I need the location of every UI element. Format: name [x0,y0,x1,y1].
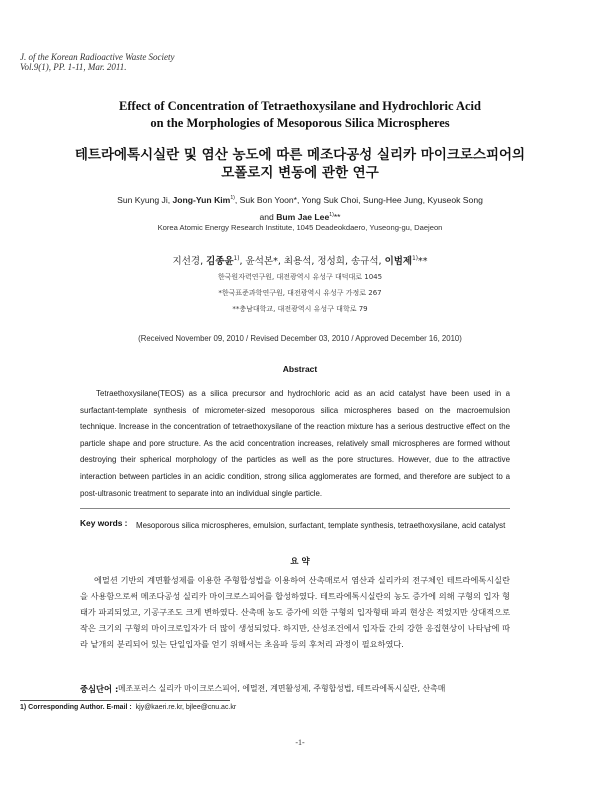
author-names-ko: , 윤석본*, 최용석, 정성희, 송규석, [239,256,385,267]
footnote-label: 1) Corresponding Author. E-mail : [20,704,132,711]
footnote-rule [20,700,230,701]
author-conjunction: and [259,212,277,222]
page-number: -1- [295,738,305,747]
author-footnote-mark: 1) [230,195,235,202]
title-english [40,98,560,132]
affiliation-korean-1: 한국원자력연구원, 대전광역시 유성구 대덕대로 1045 [217,273,383,281]
footnote-emails: kjy@kaeri.re.kr, bjlee@cnu.ac.kr [135,704,237,711]
author-corresponding-ko: 김종윤 [206,256,234,267]
author-names: , Suk Bon Yoon*, Yong Suk Choi, Sung-Hee Jung, Kyuseok Song [234,195,483,205]
author-corresponding: Jong-Yun Kim [172,195,231,205]
title-korean-line1: 테트라에톡시실란 및 염산 농도에 따른 메조다공성 실리카 마이크로스피어의 [74,147,526,163]
authors-korean [60,253,540,267]
summary-heading: 요 약 [290,557,310,567]
received-dates: (Received November 09, 2010 / Revised December 03, 2010 / Approved December 16, 2010) [138,334,462,343]
abstract-body: Tetraethoxysilane(TEOS) as a silica precursor and hydrochloric acid as an acid catalyst have been used in a surfactant-template synthesis of micrometer-sized mesoporous silica microspheres based on the macroemulsion technique. Increase in the concentration of tetraethoxysilane of the reaction mixture has a serious destructive effect on the particle shape and pore structure. As the acid concentration increases, relatively small microspheres are formed without destroying their spherical morphology of the particles as well as the pore structures. However, due to the attractive interaction between particles in an acidic condition, strong silica agglomerates are formed, and therefore are subject to a post-ultrasonic treatment to separate into an individual single particle. [80,389,510,498]
affiliation-english: Korea Atomic Energy Research Institute, 1045 Deadeokdaero, Yuseong-gu, Daejeon [157,223,443,232]
title-korean [40,146,560,182]
author-affiliation-mark: ** [333,212,341,222]
author-name-ko: 지선경, [172,256,207,267]
affiliation-korean-3: **충남대학교, 대전광역시 유성구 대학로 79 [232,305,368,313]
journal-volume: Vol.9(1), PP. 1-11, Mar. 2011. [20,62,127,72]
summary-body: 에멀션 기반의 계면활성제를 이용한 주형합성법을 이용하여 산촉매로서 염산과 실리카의 전구체인 테트라에톡시실란을 사용함으로써 메조다공성 실리카 마이크로스피어를 합성하였다. 테트라에톡시실란의 농도 증가에 의해 구형의 입자 형태가 파괴되었고, 기공구조도 크게 변하였다. 산촉매 농도 증가에 의한 구형의 입자형태 파괴 현상은 적었지만 상대적으로 작은 크기의 구형의 마이크로입자가 더 많이 생성되었다. 하지만, 산성조건에서 입자들 간의 강한 응집현상이 나타남에 따라 낱개의 분리되어 있는 단일입자를 얻기 위해서는 초음파 등의 후처리 과정이 필요하였다. [80,575,510,649]
title-english-line2: on the Morphologies of Mesoporous Silica Microspheres [150,116,450,130]
keywords-korean-body: 메조포러스 실리카 마이크로스피어, 에멀젼, 계면활성제, 주형합성법, 테트라에톡시실란, 산촉매 [118,684,446,693]
title-korean-line2: 모폴로지 변동에 관한 연구 [221,165,379,181]
keywords-korean-label: 중심단어 : [80,684,119,694]
authors-english-line1 [60,192,540,209]
author-affiliation-mark: ** [417,256,428,267]
author-footnote-mark: 1) [329,212,334,219]
section-divider [80,508,510,509]
author-footnote-mark: 1) [233,255,240,262]
abstract-heading: Abstract [282,364,318,374]
author-footnote-mark: 1) [412,255,418,262]
footnote [20,704,236,711]
authors-english [60,192,540,226]
keywords-label: Key words : [80,518,128,528]
journal-name: J. of the Korean Radioactive Waste Society [20,52,175,62]
keywords-body: Mesoporous silica microspheres, emulsion, surfactant, template synthesis, tetraethoxysilane, acid catalyst [136,521,506,530]
affiliation-korean-2: *한국표준과학연구원, 대전광역시 유성구 가정로 267 [218,289,382,297]
author-name: Sun Kyung Ji, [117,195,173,205]
author-corresponding-ko: 이범제 [384,256,413,267]
author-corresponding: Bum Jae Lee [276,212,330,222]
journal-citation [20,52,175,72]
title-english-line1: Effect of Concentration of Tetraethoxysilane and Hydrochloric Acid [119,99,481,113]
